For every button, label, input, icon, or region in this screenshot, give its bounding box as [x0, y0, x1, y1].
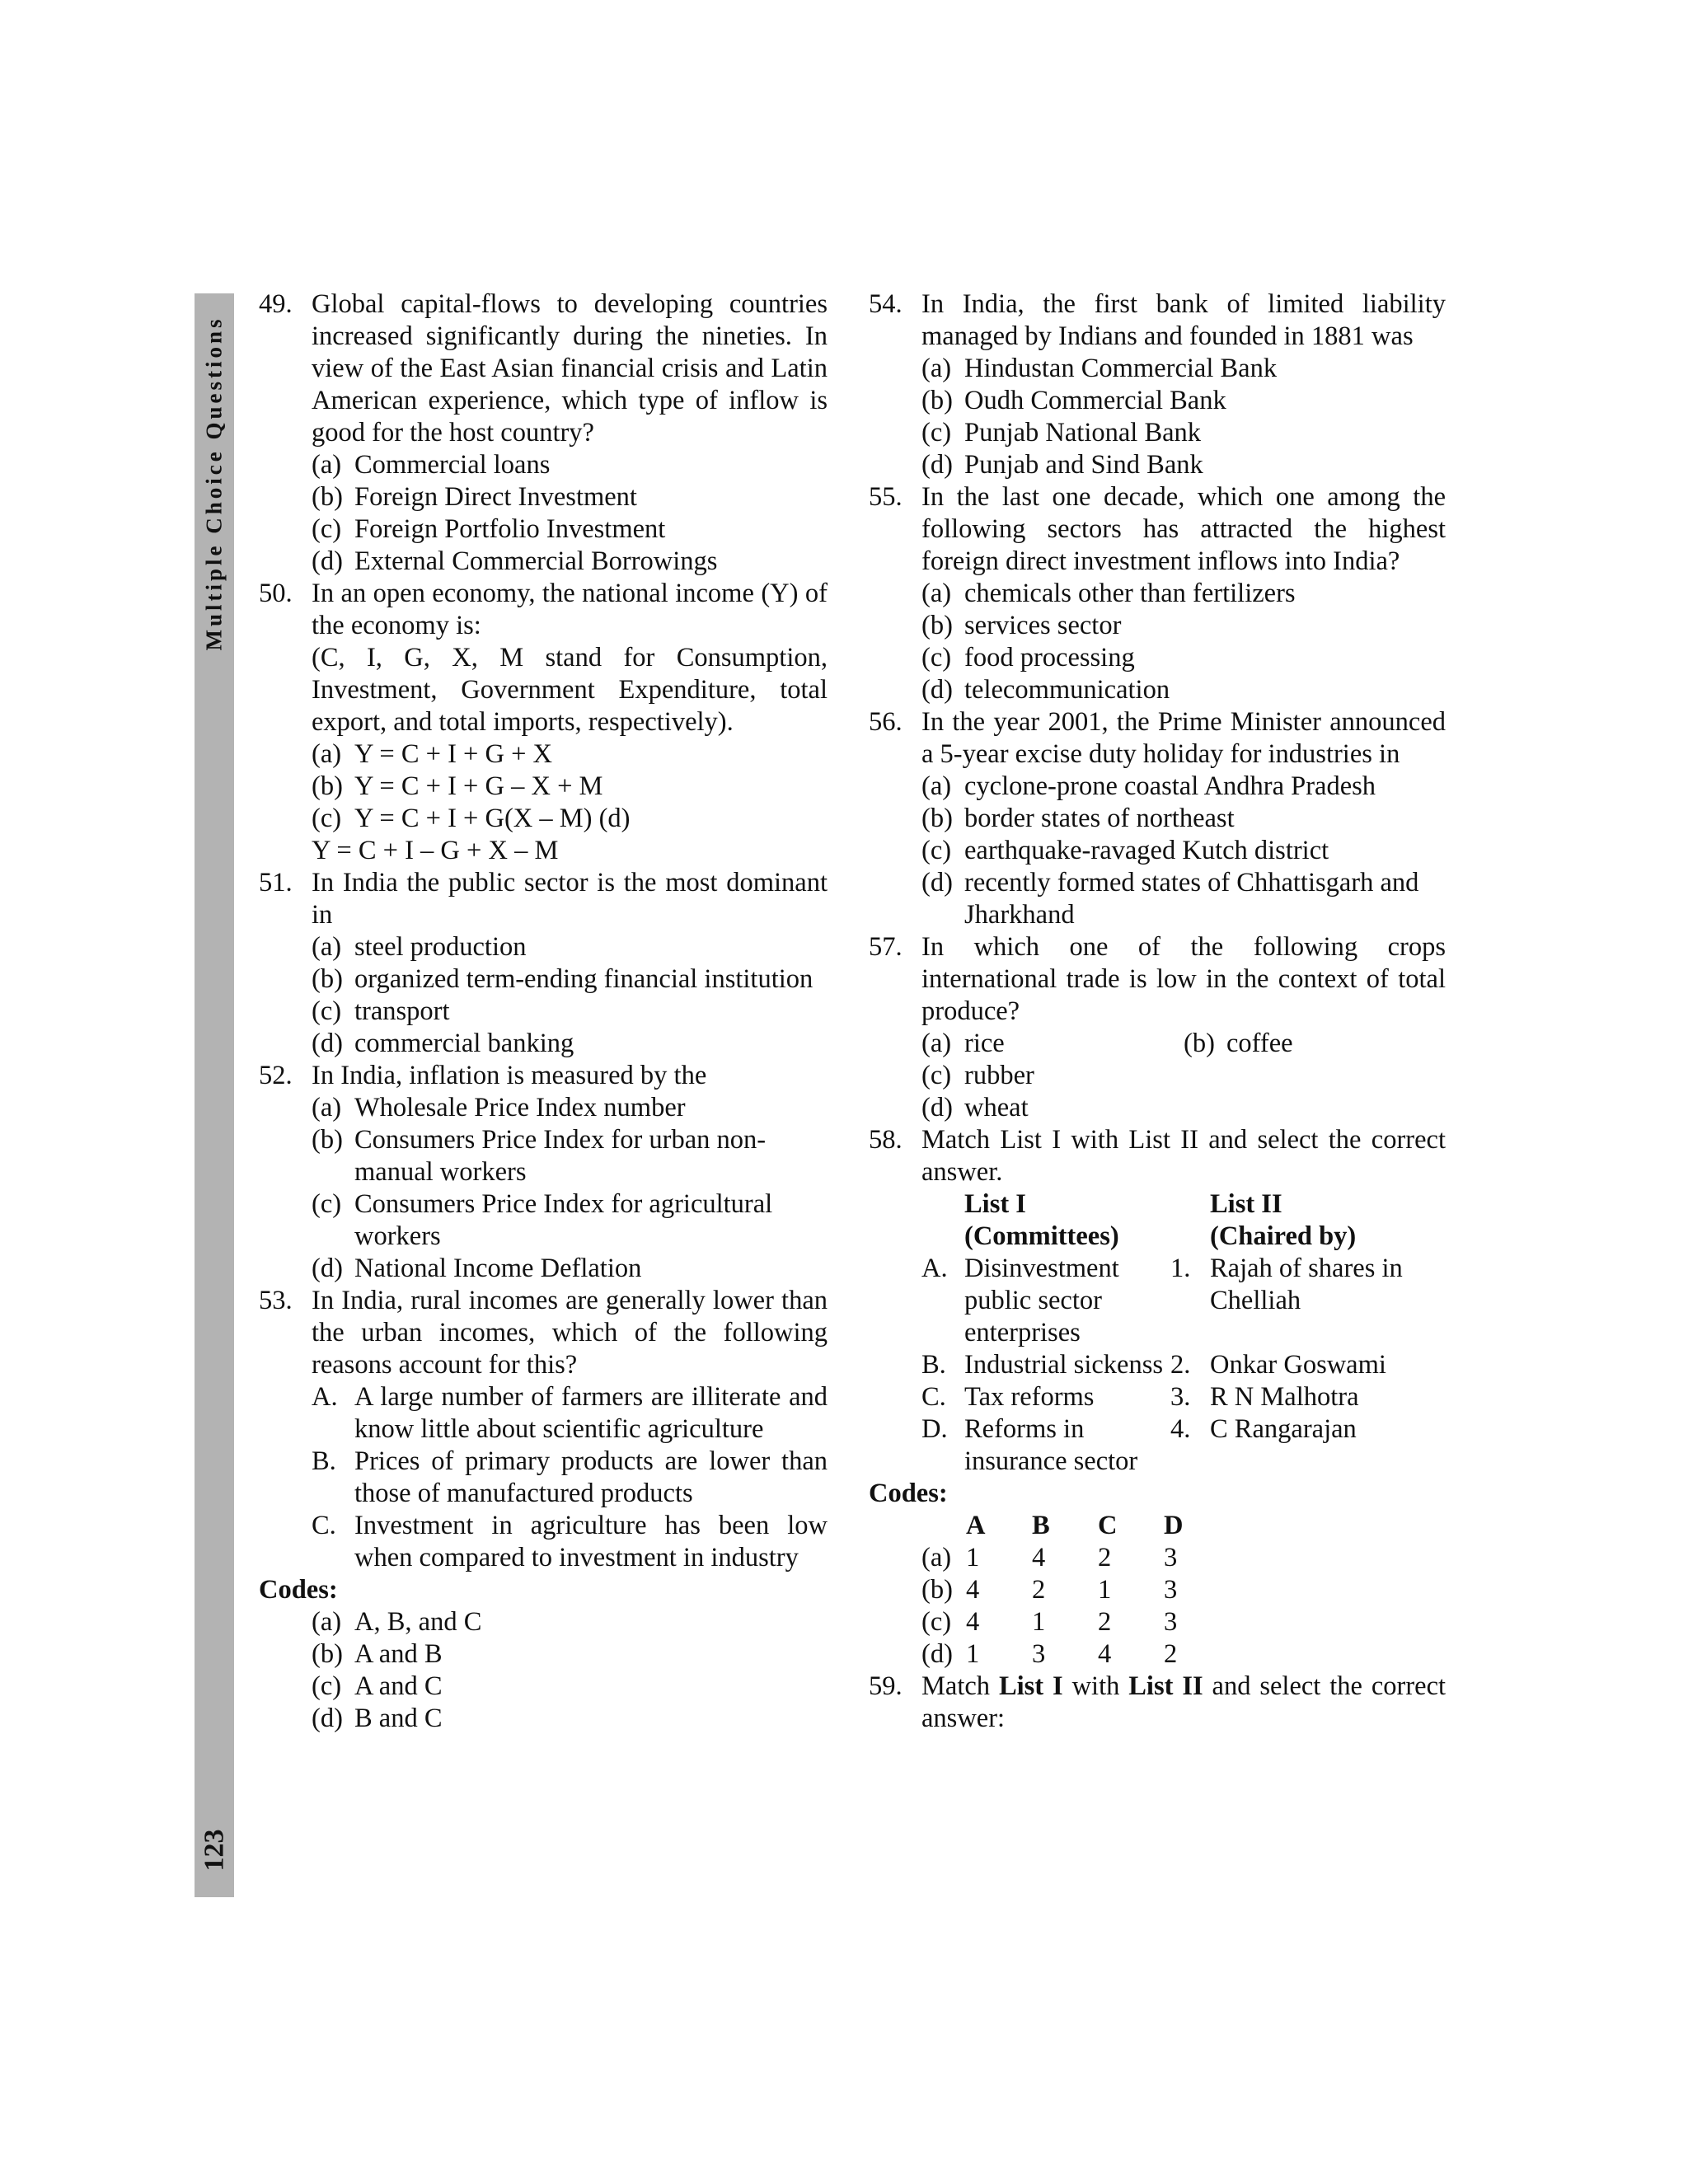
question-58	[869, 1124, 1446, 1188]
question-text: In which one of the following crops international trade is low in the context of total produce?	[921, 932, 1446, 1026]
question-54	[869, 288, 1446, 481]
question-text: Global capital-flows to developing countries increased significantly during the nineties. In view of the East Asian financial crisis and Latin American experience, which type of inflow is good for the host country?	[312, 289, 828, 448]
question-52	[259, 1060, 828, 1285]
option-d: (d) commercial banking	[312, 1029, 574, 1058]
question-text: In India, inflation is measured by the	[312, 1061, 707, 1090]
question-number: 52.	[259, 1061, 293, 1090]
match-row: A. Disinvestment public sector enterprises 1. Rajah of shares in Chelliah	[921, 1254, 1403, 1347]
option-c: (c) A and C	[312, 1671, 443, 1701]
option-b: (b) Foreign Direct Investment	[312, 482, 637, 512]
codes-label: Codes:	[869, 1479, 948, 1508]
option-d: (d) telecommunication	[921, 675, 1170, 705]
option-a: (a) chemicals other than fertilizers	[921, 579, 1296, 608]
list1-heading: List I	[964, 1189, 1026, 1219]
question-number: 59.	[869, 1671, 903, 1701]
list1-subheading: (Committees)	[964, 1221, 1119, 1251]
option-d: (d) recently formed states of Chhattisgarh and Jharkhand	[921, 868, 1419, 930]
option-a: (a) Hindustan Commercial Bank	[921, 354, 1278, 383]
question-56	[869, 706, 1446, 931]
option-b: (b) A and B	[312, 1639, 443, 1669]
option-a: (a) rice	[921, 1029, 1005, 1058]
option-c: (c) Punjab National Bank	[921, 418, 1202, 448]
option-c: (c) 4 1 2 3	[921, 1607, 1178, 1637]
match-table	[921, 1188, 1446, 1478]
question-49	[259, 288, 828, 578]
list2-heading: List II	[1210, 1189, 1282, 1219]
question-text: In an open economy, the national income (Y) of the economy is:	[312, 579, 828, 640]
option-a: (a) cyclone-prone coastal Andhra Pradesh	[921, 771, 1376, 801]
question-number: 57.	[869, 932, 903, 962]
option-b: (b) 4 2 1 3	[921, 1575, 1178, 1605]
question-number: 55.	[869, 482, 903, 512]
option-d: (d) National Income Deflation	[312, 1254, 642, 1283]
match-table-subheader	[921, 1221, 1446, 1253]
option-b: (b) coffee	[1184, 1029, 1293, 1058]
match-table-header	[921, 1188, 1446, 1221]
option-c: (c) Foreign Portfolio Investment	[312, 514, 666, 544]
question-51	[259, 867, 828, 1060]
page-number-wrap	[195, 1813, 234, 1887]
left-column	[259, 288, 828, 1735]
option-d: (d) External Commercial Borrowings	[312, 546, 718, 576]
options-row	[921, 1028, 1446, 1060]
question-number: 53.	[259, 1286, 293, 1315]
option-c: (c) rubber	[921, 1061, 1034, 1090]
option-b: (b) services sector	[921, 611, 1122, 640]
statement-b: B. Prices of primary products are lower than those of manufactured products	[312, 1446, 828, 1508]
option-d: (d) 1 3 4 2	[921, 1639, 1178, 1669]
match-row: C. Tax reforms 3. R N Malhotra	[921, 1382, 1359, 1412]
option-a: (a) Commercial loans	[312, 450, 551, 480]
question-53	[259, 1285, 828, 1574]
question-note: (C, I, G, X, M stand for Consumption, Investment, Government Expenditure, total export, and total imports, respectively).	[312, 643, 828, 737]
question-50	[259, 578, 828, 867]
question-57	[869, 931, 1446, 1124]
option-a: (a) Y = C + I + G + X	[312, 739, 553, 769]
question-number: 54.	[869, 289, 903, 319]
question-number: 50.	[259, 579, 293, 608]
option-a: (a) steel production	[312, 932, 527, 962]
question-text: In India the public sector is the most dominant in	[312, 868, 828, 930]
option-c: (c) transport	[312, 996, 450, 1026]
option-b: (b) organized term-ending financial institution	[312, 964, 814, 994]
option-a: (a) 1 4 2 3	[921, 1543, 1178, 1572]
option-a: (a) A, B, and C	[312, 1607, 482, 1637]
codes-grid	[921, 1510, 1446, 1671]
codes-grid-header: A B C D	[966, 1511, 1184, 1540]
question-text: Match List I with List II and select the correct answer:	[921, 1671, 1447, 1733]
question-number: 51.	[259, 868, 293, 898]
option-c: (c) earthquake-ravaged Kutch district	[921, 836, 1329, 865]
option-b: (b) Oudh Commercial Bank	[921, 386, 1226, 415]
option-d: (d) wheat	[921, 1093, 1029, 1122]
codes-label: Codes:	[259, 1575, 338, 1605]
option-d: (d) B and C	[312, 1704, 443, 1733]
match-row: B. Industrial sickenss 2. Onkar Goswami	[921, 1350, 1386, 1380]
question-number: 56.	[869, 707, 903, 737]
question-text: In the year 2001, the Prime Minister announced a 5-year excise duty holiday for industries in	[921, 707, 1446, 769]
option-c: (c) Y = C + I + G(X – M) (d)	[312, 804, 631, 833]
question-number: 58.	[869, 1125, 903, 1155]
option-c: (c) Consumers Price Index for agricultural workers	[312, 1189, 773, 1251]
option-c: (c) food processing	[921, 643, 1135, 673]
option-d: (d) Punjab and Sind Bank	[921, 450, 1203, 480]
statement-a: A. A large number of farmers are illiterate and know little about scientific agriculture	[312, 1382, 828, 1444]
list2-subheading: (Chaired by)	[1210, 1221, 1357, 1251]
option-b: (b) border states of northeast	[921, 804, 1235, 833]
question-text: In India, rural incomes are generally lower than the urban incomes, which of the following reasons account for this?	[312, 1286, 828, 1380]
option-d-text: Y = C + I – G + X – M	[312, 836, 559, 865]
option-b: (b) Y = C + I + G – X + M	[312, 771, 603, 801]
question-text: In India, the first bank of limited liability managed by Indians and founded in 1881 was	[921, 289, 1446, 351]
question-text: Match List I with List II and select the correct answer.	[921, 1125, 1446, 1187]
sidebar-title-wrap	[195, 293, 234, 673]
match-row: D. Reforms in insurance sector 4. C Rangarajan	[921, 1414, 1357, 1476]
question-59	[869, 1671, 1446, 1735]
right-column	[869, 288, 1446, 1735]
question-55	[869, 481, 1446, 706]
option-a: (a) Wholesale Price Index number	[312, 1093, 686, 1122]
page-number: 123	[199, 1829, 229, 1872]
option-b: (b) Consumers Price Index for urban non-manual workers	[312, 1125, 767, 1187]
question-number: 49.	[259, 289, 293, 319]
sidebar-title: Multiple Choice Questions	[201, 315, 227, 651]
question-text: In the last one decade, which one among the following sectors has attracted the highest foreign direct investment inflows into India?	[921, 482, 1446, 576]
statement-c: C. Investment in agriculture has been low when compared to investment in industry	[312, 1511, 828, 1572]
question-53-codes	[259, 1606, 828, 1735]
